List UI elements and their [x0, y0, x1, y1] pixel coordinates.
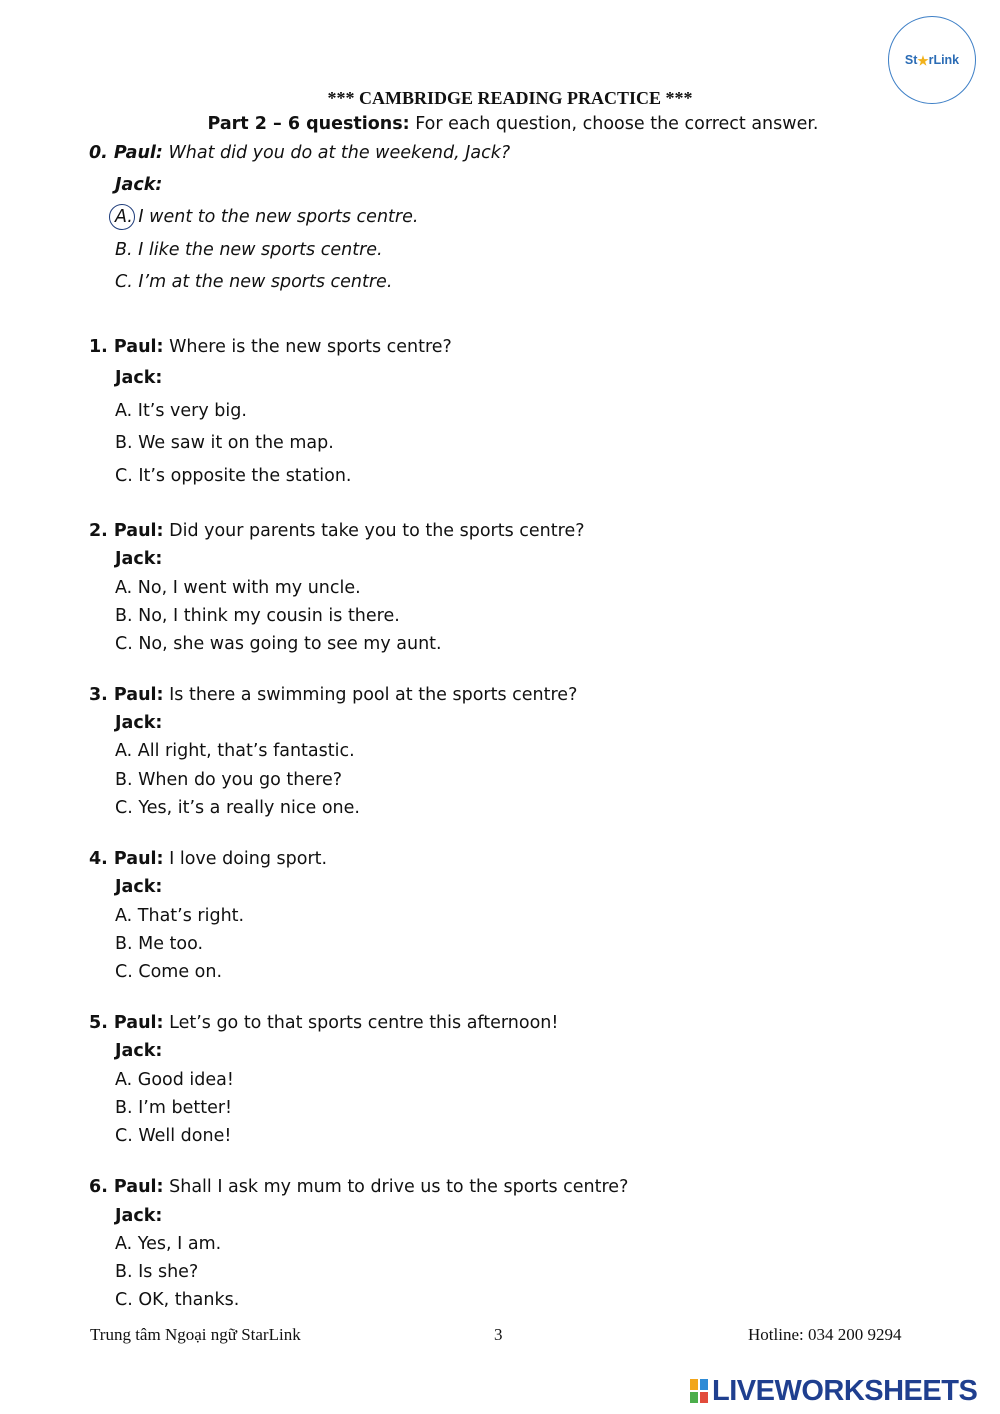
- option-5b[interactable]: B. I’m better!: [115, 1098, 233, 1118]
- option-2c[interactable]: C. No, she was going to see my aunt.: [115, 634, 442, 654]
- option-6a[interactable]: A. Yes, I am.: [115, 1234, 222, 1254]
- option-2b[interactable]: B. No, I think my cousin is there.: [115, 606, 400, 626]
- footer-page-number: 3: [494, 1325, 503, 1344]
- option-6c[interactable]: C. OK, thanks.: [115, 1290, 240, 1310]
- question-3: 3. Paul: Is there a swimming pool at the sports centre?: [89, 685, 578, 705]
- option-0a: A. I went to the new sports centre.: [115, 207, 419, 227]
- footer-center-name: Trung tâm Ngoại ngữ StarLink: [90, 1325, 301, 1344]
- option-1b[interactable]: B. We saw it on the map.: [115, 433, 334, 453]
- option-0b: B. I like the new sports centre.: [115, 240, 383, 260]
- liveworksheets-logo: LIVEWORKSHEETS: [690, 1376, 977, 1406]
- respondent-6: Jack:: [115, 1206, 163, 1226]
- option-5c[interactable]: C. Well done!: [115, 1126, 232, 1146]
- respondent-5: Jack:: [115, 1041, 163, 1061]
- question-0: 0. Paul: What did you do at the weekend, Jack?: [89, 143, 511, 163]
- option-4b[interactable]: B. Me too.: [115, 934, 204, 954]
- option-1a[interactable]: A. It’s very big.: [115, 401, 247, 421]
- question-4: 4. Paul: I love doing sport.: [89, 849, 328, 869]
- option-5a[interactable]: A. Good idea!: [115, 1070, 234, 1090]
- respondent-2: Jack:: [115, 549, 163, 569]
- option-0c: C. I’m at the new sports centre.: [115, 272, 393, 292]
- option-3b[interactable]: B. When do you go there?: [115, 770, 343, 790]
- instructions: Part 2 – 6 questions: For each question, choose the correct answer.: [207, 114, 819, 134]
- footer-hotline: Hotline: 034 200 9294: [748, 1325, 902, 1344]
- option-4c[interactable]: C. Come on.: [115, 962, 223, 982]
- option-2a[interactable]: A. No, I went with my uncle.: [115, 578, 361, 598]
- option-6b[interactable]: B. Is she?: [115, 1262, 199, 1282]
- question-1: 1. Paul: Where is the new sports centre?: [89, 337, 452, 357]
- question-5: 5. Paul: Let’s go to that sports centre this afternoon!: [89, 1013, 559, 1033]
- question-2: 2. Paul: Did your parents take you to the sports centre?: [89, 521, 585, 541]
- respondent-0: Jack:: [115, 175, 163, 195]
- option-3c[interactable]: C. Yes, it’s a really nice one.: [115, 798, 360, 818]
- respondent-3: Jack:: [115, 713, 163, 733]
- question-6: 6. Paul: Shall I ask my mum to drive us to the sports centre?: [89, 1177, 629, 1197]
- starlink-logo: St ★ rLink: [888, 16, 976, 104]
- liveworksheets-icon: [690, 1379, 708, 1403]
- option-4a[interactable]: A. That’s right.: [115, 906, 245, 926]
- respondent-4: Jack:: [115, 877, 163, 897]
- option-1c[interactable]: C. It’s opposite the station.: [115, 466, 352, 486]
- page-title: *** CAMBRIDGE READING PRACTICE ***: [327, 88, 693, 108]
- respondent-1: Jack:: [115, 368, 163, 388]
- option-3a[interactable]: A. All right, that’s fantastic.: [115, 741, 355, 761]
